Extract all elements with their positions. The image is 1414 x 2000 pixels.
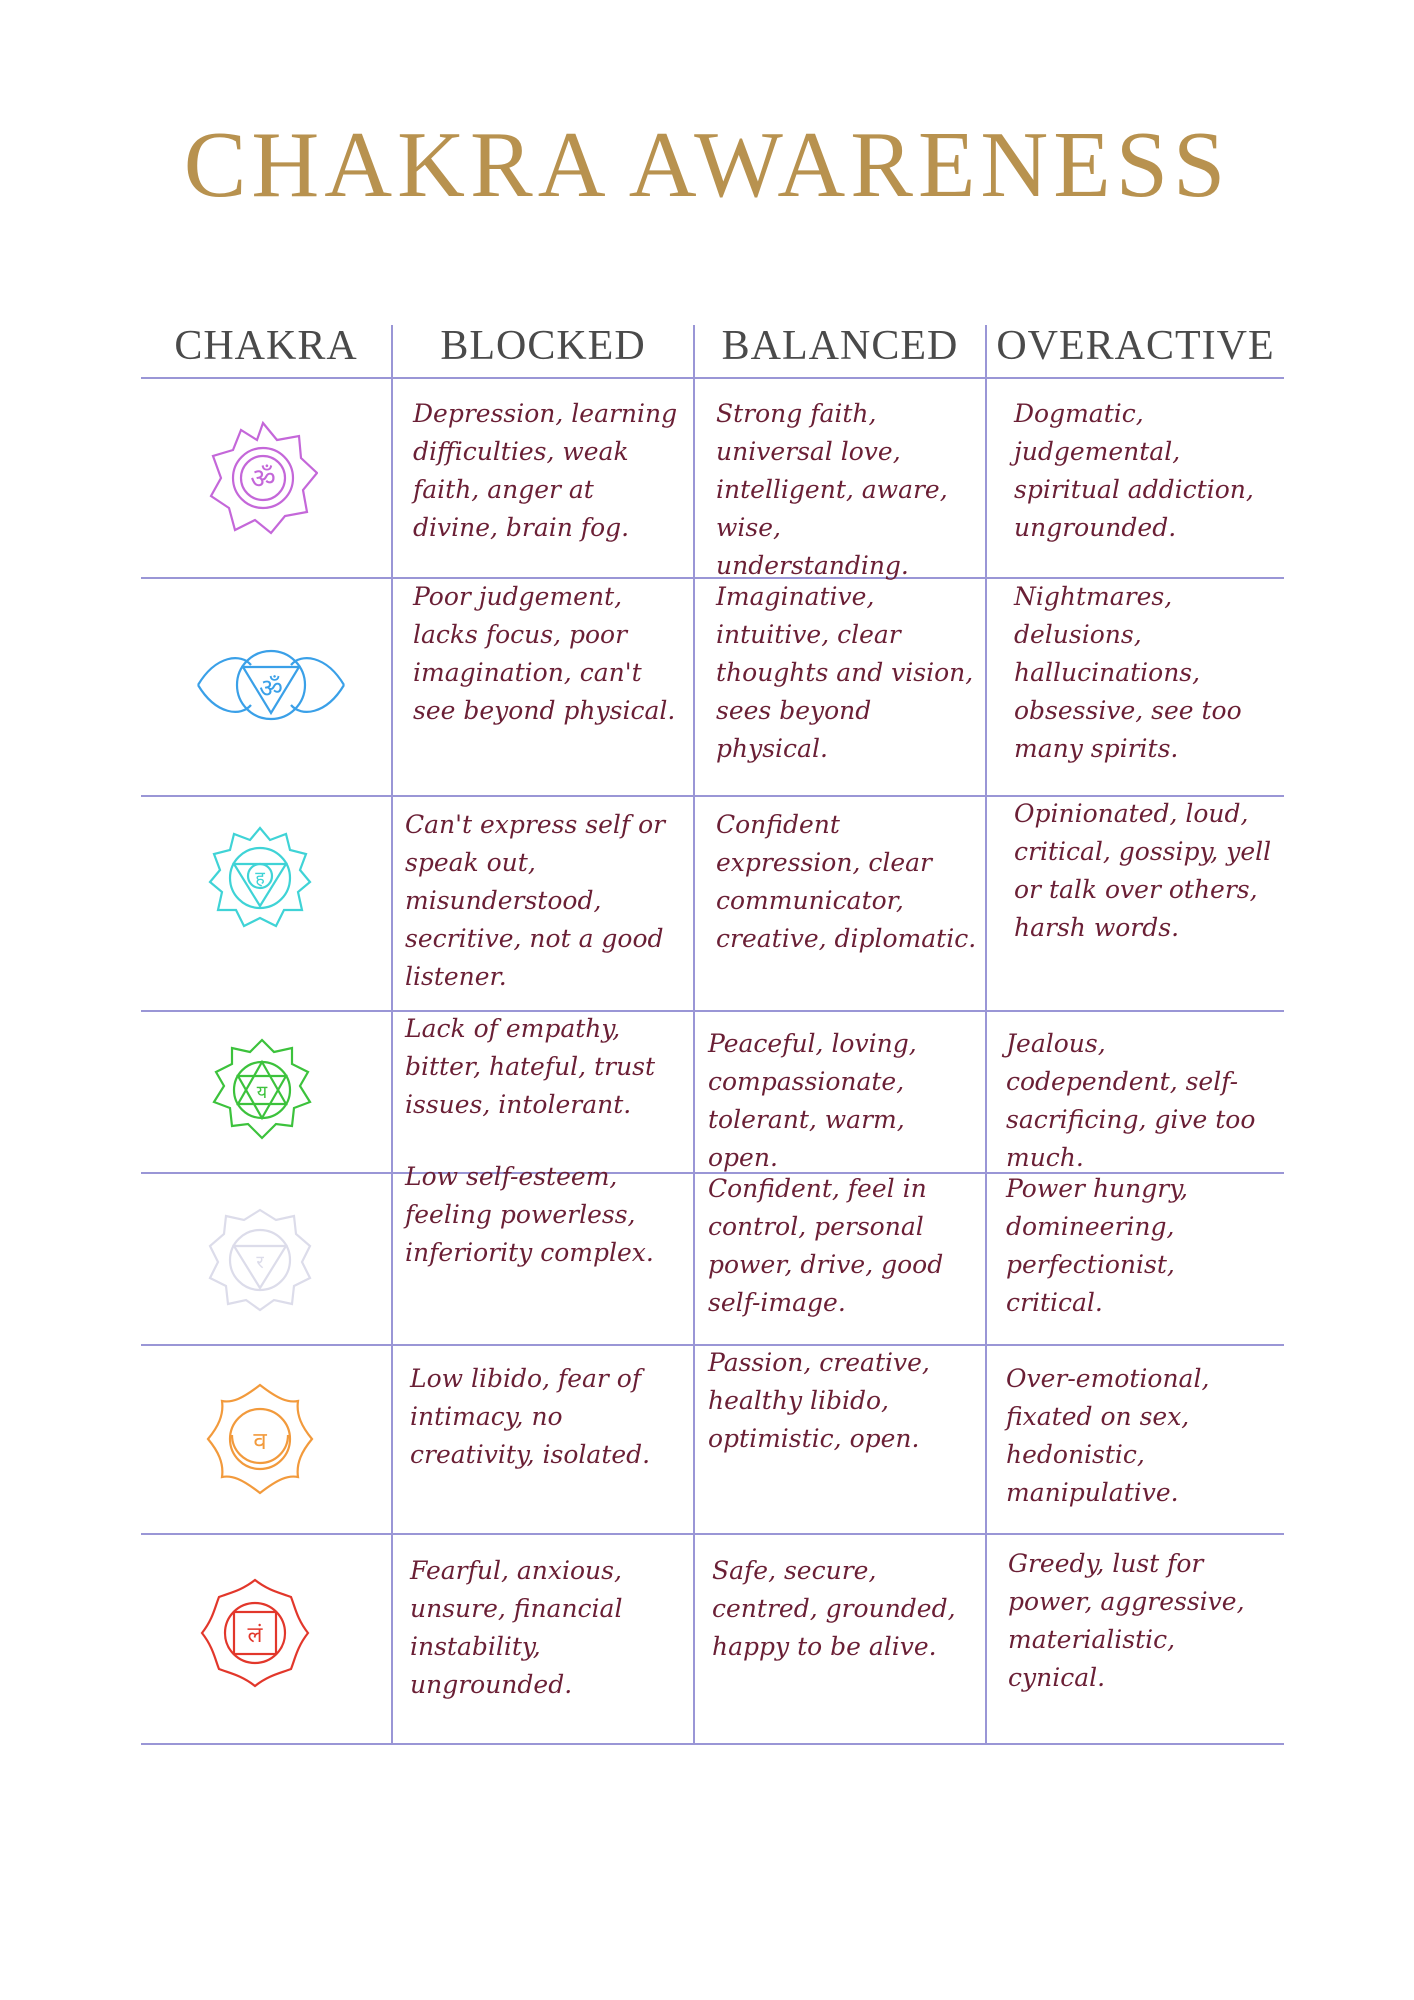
table-divider [141,1010,1284,1012]
header-blocked: BLOCKED [440,323,646,369]
table-divider [141,377,1284,379]
column-divider [391,325,393,1745]
page-title: CHAKRA AWARENESS [183,113,1231,217]
third-eye-chakra-icon [196,645,346,725]
third-eye-balanced-text: Imaginative, intuitive, clear thoughts and vision, sees beyond physical. [716,582,974,763]
column-divider [985,325,987,1745]
table-divider [141,1743,1284,1745]
root-chakra-icon [200,1578,310,1688]
header-overactive: OVERACTIVE [996,323,1275,369]
root-blocked-text: Fearful, anxious, unsure, financial instability, ungrounded. [410,1556,623,1699]
crown-balanced-text: Strong faith, universal love, intelligent, aware, wise, understanding. [716,399,948,580]
root-overactive-text: Greedy, lust for power, aggressive, materialistic, cynical. [1008,1549,1245,1692]
sacral-balanced-text: Passion, creative, healthy libido, optimistic, open. [708,1348,930,1453]
sacral-blocked-text: Low libido, fear of intimacy, no creativity, isolated. [410,1364,651,1469]
solar-plexus-blocked-text: Low self-esteem, feeling powerless, inferiority complex. [405,1162,654,1267]
svg-text:लं: लं [247,1623,263,1648]
svg-text:ॐ: ॐ [250,462,276,495]
throat-blocked-text: Can't express self or speak out, misunderstood, secritive, not a good listener. [405,810,666,991]
heart-blocked-text: Lack of empathy, bitter, hateful, trust issues, intolerant. [405,1014,656,1119]
svg-text:ॐ: ॐ [259,674,283,704]
third-eye-blocked-text: Poor judgement, lacks focus, poor imagination, can't see beyond physical. [413,582,676,725]
crown-blocked-text: Depression, learning difficulties, weak faith, anger at divine, brain fog. [413,399,678,542]
root-balanced-text: Safe, secure, centred, grounded, happy to be alive. [712,1556,956,1661]
crown-overactive-text: Dogmatic, judgemental, spiritual addiction, ungrounded. [1014,399,1254,542]
header-chakra: CHAKRA [174,323,358,369]
svg-text:ह: ह [255,868,265,889]
throat-balanced-text: Confident expression, clear communicator, creative, diplomatic. [716,810,977,953]
third-eye-overactive-text: Nightmares, delusions, hallucinations, obsessive, see too many spirits. [1014,582,1242,763]
header-balanced: BALANCED [721,323,959,369]
solar-plexus-overactive-text: Power hungry, domineering, perfectionist, critical. [1006,1174,1188,1317]
heart-chakra-icon [210,1038,314,1142]
heart-overactive-text: Jealous, codependent, self-sacrificing, give too much. [1006,1029,1256,1172]
sacral-chakra-icon [206,1383,314,1495]
svg-text:य: य [256,1082,268,1103]
svg-text:व: व [253,1427,267,1455]
column-divider [693,325,695,1745]
solar-plexus-balanced-text: Confident, feel in control, personal power, drive, good self-image. [708,1174,944,1317]
sacral-overactive-text: Over-emotional, fixated on sex, hedonistic, manipulative. [1006,1364,1210,1507]
svg-text:र: र [256,1252,264,1273]
heart-balanced-text: Peaceful, loving, compassionate, tolerant, warm, open. [708,1029,917,1172]
throat-chakra-icon [208,826,312,930]
throat-overactive-text: Opinionated, loud, critical, gossipy, yell or talk over others, harsh words. [1014,799,1272,942]
solar-plexus-chakra-icon [208,1208,312,1312]
table-divider [141,1533,1284,1535]
crown-chakra-icon [208,420,318,536]
